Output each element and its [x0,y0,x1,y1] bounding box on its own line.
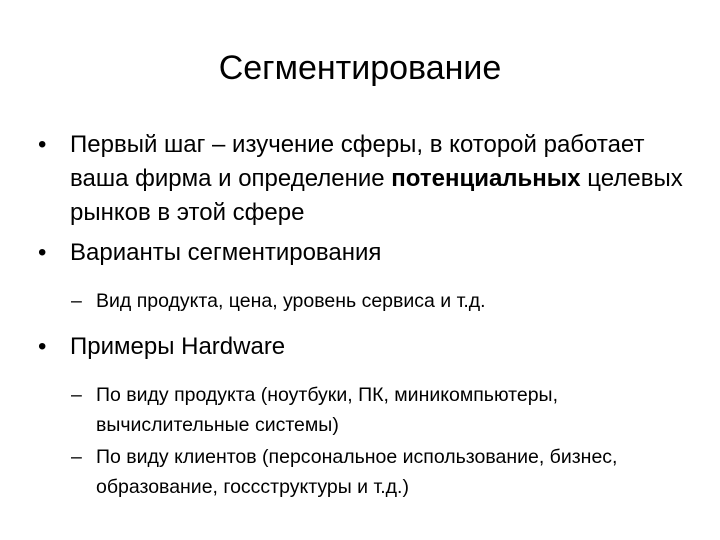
subitem-by-product [38,380,688,440]
subitem-text: По виду продукта (ноутбуки, ПК, миникомпьютеры, вычислительные системы) [96,384,558,436]
slide-title: Сегментирование [218,49,502,87]
subitem-product-type [38,286,688,316]
bullet-text-bold: потенциальных [391,165,581,192]
bullet-marker: • [38,239,47,266]
subitem-text: Вид продукта, цена, уровень сервиса и т.д. [96,290,486,312]
subitem-marker: – [71,446,82,468]
slide-content [38,128,688,504]
bullet-hardware-examples [38,330,688,364]
subitem-text: По виду клиентов (персональное использование, бизнес, образование, госсструктуры и т.д.) [96,446,618,498]
subitem-by-clients [38,442,688,502]
bullet-marker: • [38,131,47,158]
bullet-marker: • [38,333,47,360]
bullet-text: Варианты сегментирования [70,239,382,266]
bullet-first-step [38,128,688,230]
bullet-text: Примеры Hardware [70,333,286,360]
subitem-marker: – [71,290,82,312]
bullet-text: целевых рынков в этой сфере [70,165,683,226]
bullet-text: Первый шаг – изучение сферы, в которой работает ваша фирма и определение [70,131,645,192]
bullet-segmentation-variants [38,236,688,270]
subitem-marker: – [71,384,82,406]
